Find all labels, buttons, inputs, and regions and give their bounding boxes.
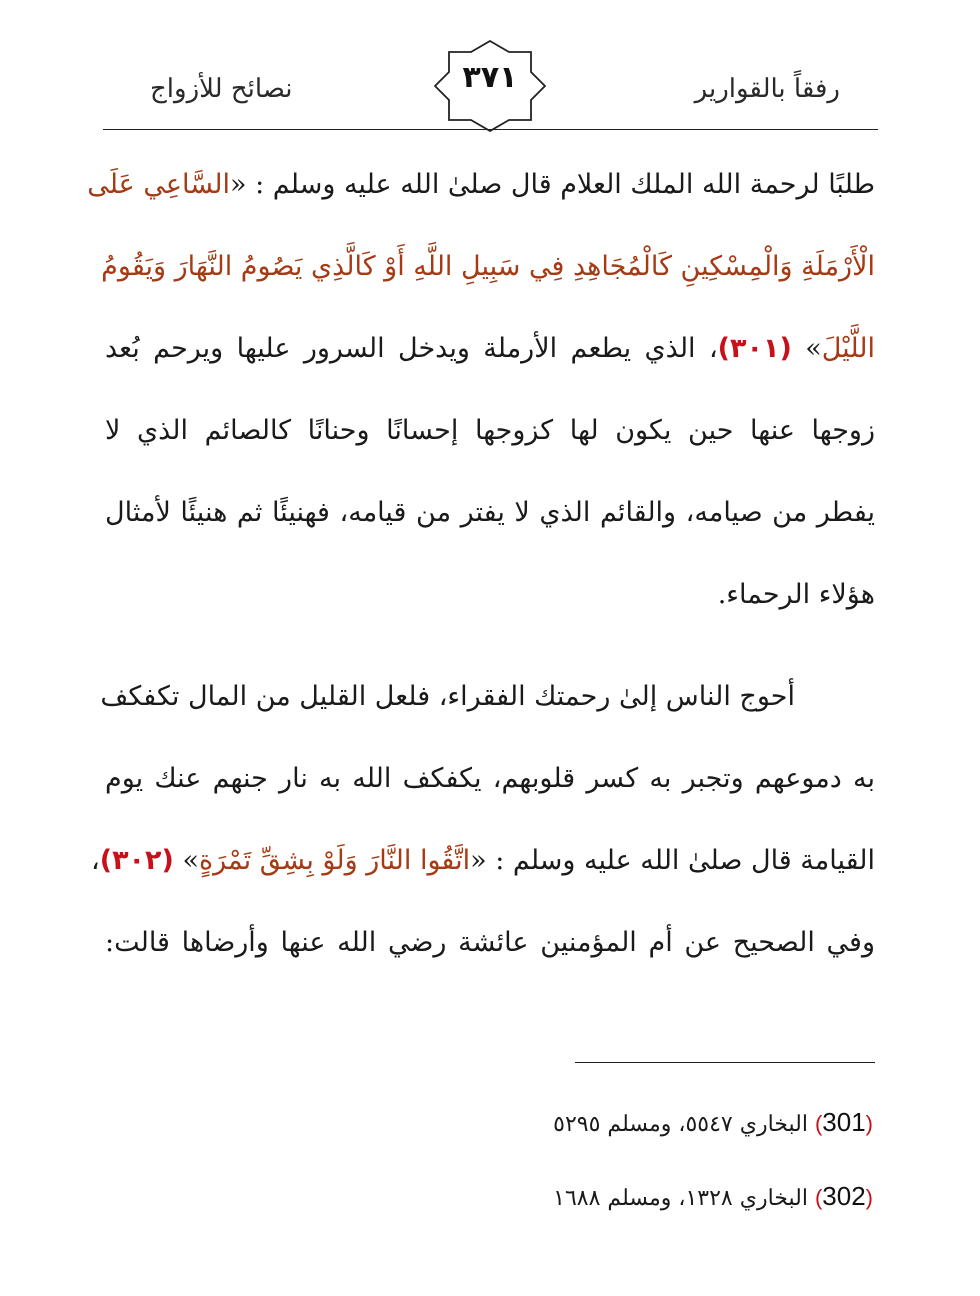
chapter-title: نصائح للأزواج [150, 74, 293, 104]
footnote-paren: ) [814, 1185, 823, 1210]
book-title: رفقاً بالقوارير [694, 74, 840, 104]
footnote [105, 1180, 873, 1215]
footnote-ref[interactable]: (٣٠١) [717, 333, 792, 364]
footnote-paren: ( [865, 1111, 873, 1136]
page-number: ٣٧١ [462, 60, 518, 95]
line-text: ، الذي يطعم الأرملة ويدخل السرور عليها ويرحم بُعد [105, 333, 718, 364]
line-text: طلبًا لرحمة الله الملك العلام قال صلىٰ الله عليه وسلم : « [230, 169, 875, 200]
text-line: زوجها عنها حين يكون لها كزوجها إحسانًا وحنانًا كالصائم الذي لا [105, 415, 875, 446]
quote-close: » [805, 333, 822, 364]
footnote-number: 302 [822, 1181, 866, 1211]
hadith-quote: الْأَرْمَلَةِ وَالْمِسْكِينِ كَالْمُجَاهِدِ فِي سَبِيلِ اللَّهِ أَوْ كَالَّذِي يَصُومُ النَّهَارَ وَيَقُومُ [101, 251, 875, 282]
text-line: به دموعهم وتجبر به كسر قلوبهم، يكفكف الله به نار جنهم عنك يوم [105, 763, 875, 794]
text-line: هؤلاء الرحماء. [717, 579, 875, 610]
page-number-badge [434, 40, 546, 132]
text-line [101, 247, 875, 287]
text-line [87, 165, 875, 205]
footnote [105, 1106, 873, 1141]
line-text: القيامة قال صلىٰ الله عليه وسلم : « [470, 845, 875, 876]
page-header [0, 40, 980, 132]
footnote-text: البخاري ١٣٢٨، ومسلم ١٦٨٨ [553, 1186, 815, 1211]
line-text: ، [91, 845, 100, 876]
footnote-number: 301 [822, 1107, 866, 1137]
text-line [91, 841, 875, 881]
hadith-quote: اللَّيْلَ [821, 333, 875, 364]
quote-close: » [173, 845, 199, 876]
text-line: أحوج الناس إلىٰ رحمتك الفقراء، فلعل القليل من المال تكفكف [100, 681, 795, 712]
text-line: يفطر من صيامه، والقائم الذي لا يفتر من قيامه، فهنيئًا ثم هنيئًا لأمثال [105, 497, 875, 528]
header-rule [103, 129, 878, 130]
text-line [105, 329, 875, 369]
hadith-quote: السَّاعِي عَلَى [87, 169, 231, 200]
footnote-ref[interactable]: (٣٠٢) [99, 845, 174, 876]
footnote-text: البخاري ٥٥٤٧، ومسلم ٥٢٩٥ [553, 1112, 815, 1137]
footnote-paren: ( [865, 1185, 873, 1210]
hadith-quote: اتَّقُوا النَّارَ وَلَوْ بِشِقِّ تَمْرَةٍ [198, 845, 471, 876]
footnote-paren: ) [814, 1111, 823, 1136]
footnote-rule [575, 1062, 875, 1063]
text-line: وفي الصحيح عن أم المؤمنين عائشة رضي الله عنها وأرضاها قالت: [105, 927, 875, 958]
